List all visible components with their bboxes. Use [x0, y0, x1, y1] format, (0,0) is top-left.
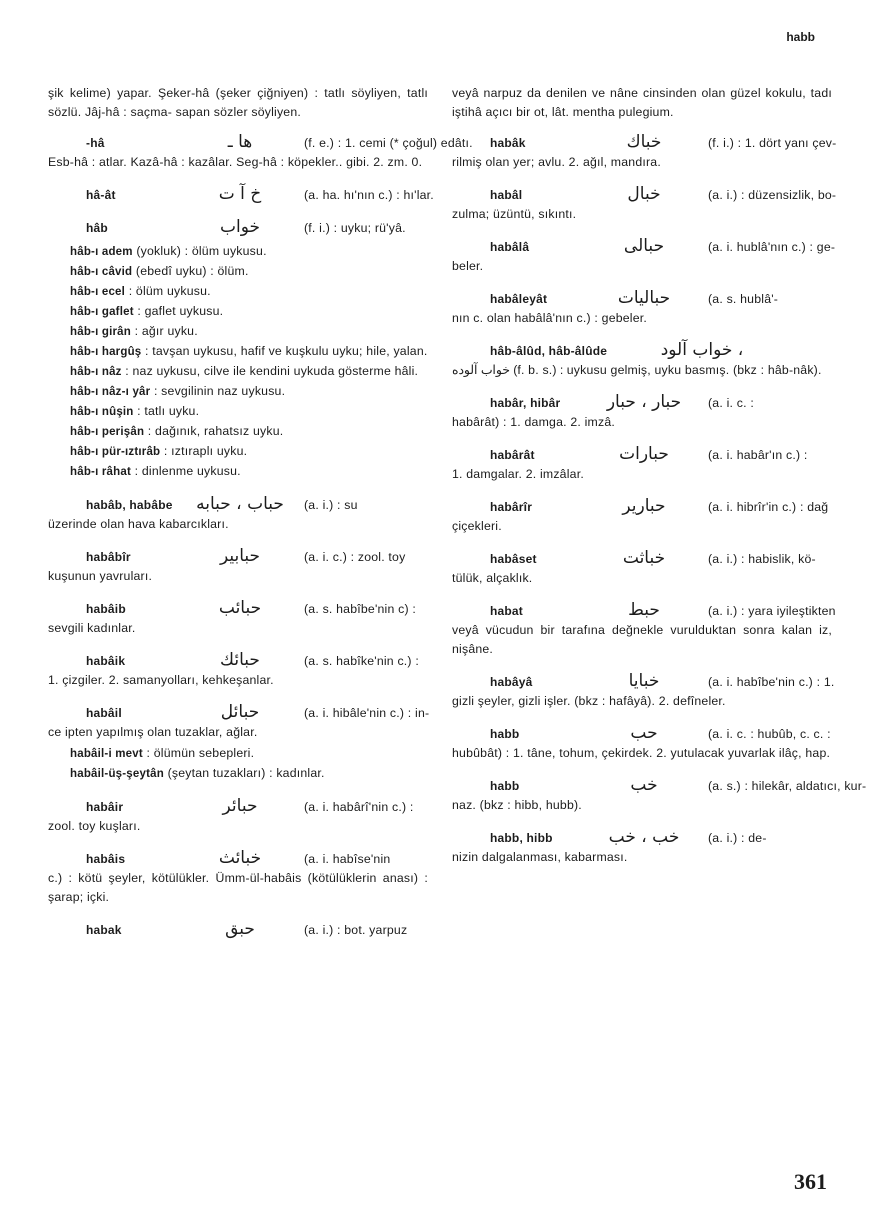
entry-habak [48, 920, 428, 940]
entry-continuation: nizin dalgalanması, kabarması. [452, 850, 628, 864]
entry-continuation: gizli şeyler, gizli işler. (bkz : hafâyâ). 2. defîneler. [452, 694, 726, 708]
entry-continuation: nın c. olan habâlâ'nın c.) : gebeler. [452, 311, 648, 325]
entry-definition: (a. i.) : yara iyileştikten [708, 604, 836, 618]
page-number: 361 [794, 1169, 827, 1194]
entry-habaset [452, 549, 832, 588]
entry-habar [452, 393, 832, 432]
entry-headword: habâset [490, 552, 537, 566]
subentry: hâb-ı nâz-ı yâr : sevgilinin naz uykusu. [70, 384, 286, 398]
entry-habb-2 [452, 775, 867, 815]
entry-continuation: 1. çizgiler. 2. samanyolları, kehkeşanlar. [48, 673, 274, 687]
entry-continuation: خواب آلوده (f. b. s.) : uykusu gelmiş, uyku basmış. (bkz : hâb-nâk). [452, 363, 822, 377]
entry-continuation: veyâ vücudun bir tarafına değnekle vurulduktan sonra kalan iz, nişâne. [452, 623, 832, 656]
entry-hab-alud [452, 341, 832, 380]
entry-definition: (a. i. c. : hubûb, c. c. : [708, 727, 831, 741]
entry-continuation: beler. [452, 259, 484, 273]
entry-definition: (a. ha. hı'nın c.) : hı'lar. [304, 188, 434, 202]
subentry: hâb-ı hargûş : tavşan uykusu, hafif ve kuşkulu uyku; hile, yalan. [70, 344, 428, 358]
entry-headword: habak [86, 923, 122, 937]
entry-definition: (a. i. habîse'nin [304, 852, 391, 866]
entry-arabic: حبائك [220, 650, 260, 670]
entry-habaik [48, 651, 428, 690]
subentry: hâb-ı ecel : ölüm uykusu. [70, 284, 211, 298]
entry-continuation: tülük, alçaklık. [452, 571, 533, 585]
entry-headword: habâlâ [490, 240, 530, 254]
subentry: hâb-ı râhat : dinlenme uykusu. [70, 464, 241, 478]
subentry: hâb-ı nûşin : tatlı uyku. [70, 404, 200, 418]
entry-habak-f [452, 132, 837, 172]
entry-habat [452, 600, 836, 659]
entry-habb-hibb [452, 828, 832, 867]
entry-headword: -hâ [86, 136, 105, 150]
hab-subentries [48, 242, 428, 482]
entry-headword: habâik [86, 654, 126, 668]
entry-arabic: حبائر [222, 796, 258, 816]
entry-arabic: حبابير [219, 546, 261, 566]
right-intro-text: veyâ narpuz da denilen ve nâne cinsinden olan güzel kokulu, tadı iştihâ açıcı bir ot, lât. mentha pulegium. [452, 86, 832, 119]
entry-habb-1 [452, 724, 832, 763]
entry-headword: habâis [86, 852, 126, 866]
left-intro-text: şik kelime) yapar. Şeker-hâ (şeker çiğniyen) : tatlı söyliyen, tatlı sözlü. Jâj-hâ : saçma- sapan sözler söyliyen. [48, 86, 428, 119]
entry-continuation: Esb-hâ : atlar. Kazâ-hâ : kazâlar. Seg-hâ : köpekler.. gibi. 2. zm. 0. [48, 155, 423, 169]
entry-definition: (a. i. hublâ'nın c.) : ge- [708, 240, 836, 254]
entry-arabic: خبائث [218, 848, 262, 868]
entry-continuation: sevgili kadınlar. [48, 621, 136, 635]
entry-arabic: حبارات [619, 444, 669, 464]
subentry: hâb-ı nâz : naz uykusu, cilve ile kendini uykuda gösterme hâli. [70, 364, 419, 378]
entry-definition: (a. i. hibrîr'in c.) : dağ [708, 500, 829, 514]
entry-continuation: 1. damgalar. 2. imzâlar. [452, 467, 584, 481]
subentry: hâb-ı câvid (ebedî uyku) : ölüm. [70, 264, 249, 278]
entry-arabic: حبار ، حبار [606, 392, 682, 412]
entry-arabic: خباك [626, 132, 662, 152]
entry-continuation: c.) : kötü şeyler, kötülükler. Ümm-ül-habâis (kötülüklerin anası) : şarap; içki. [48, 871, 428, 904]
entry-definition: (a. s. habîbe'nin c) : [304, 602, 417, 616]
right-column [452, 84, 867, 880]
entry-definition: (a. i. habîbe'nin c.) : 1. [708, 675, 835, 689]
entry-arabic: خ آ ت [218, 184, 262, 204]
entry-arabic: حباب ، حبابه [196, 494, 284, 514]
entry-habaya [452, 671, 835, 711]
entry-habaib [48, 599, 428, 638]
subentry: hâb-ı perişân : dağınık, rahatsız uyku. [70, 424, 284, 438]
entry-arabic: حبق [225, 919, 255, 939]
entry-arabic: حبالى [623, 236, 665, 256]
entry-headword: habâbîr [86, 550, 131, 564]
entry-continuation: üzerinde olan hava kabarcıkları. [48, 517, 229, 531]
subentry: hâb-ı adem (yokluk) : ölüm uykusu. [70, 244, 267, 258]
entry-continuation: habârât) : 1. damga. 2. imzâ. [452, 415, 616, 429]
subentry: habâil-üş-şeytân (şeytan tuzakları) : kadınlar. [70, 766, 325, 780]
entry-habarir [452, 497, 832, 536]
entry-headword: habb, hibb [490, 831, 553, 845]
entry-continuation: çiçekleri. [452, 519, 502, 533]
entry-arabic: حبارير [622, 496, 666, 516]
entry-continuation: zool. toy kuşları. [48, 819, 141, 833]
entry-arabic: خباثت [622, 548, 666, 568]
entry-habala [452, 236, 836, 276]
entry-hab [48, 218, 428, 238]
subentry: hâb-ı girân : ağır uyku. [70, 324, 198, 338]
entry-headword: habâib [86, 602, 126, 616]
entry-headword: habârîr [490, 500, 533, 514]
entry-arabic: حبائب [218, 598, 262, 618]
entry-headword: habâb, habâbe [86, 498, 173, 512]
subentry: hâb-ı gaflet : gaflet uykusu. [70, 304, 224, 318]
subentry: habâil-i mevt : ölümün sebepleri. [70, 746, 255, 760]
entry-headword: habâk [490, 136, 526, 150]
entry-habal [452, 184, 837, 224]
entry-arabic: حبط [628, 600, 660, 620]
entry-arabic: ، خواب آلود [660, 340, 744, 360]
entry-arabic: خبال [627, 184, 661, 204]
entry-habais [48, 849, 428, 907]
entry-definition: (a. i.) : bot. yarpuz [304, 923, 408, 937]
entry-habail [48, 703, 428, 742]
entry-arabic: خبايا [628, 671, 660, 691]
entry-definition: (f. e.) : 1. cemi (* çoğul) edâtı. [304, 136, 473, 150]
entry-habab [48, 495, 428, 534]
entry-headword: hâ-ât [86, 188, 116, 202]
entry-habair [48, 797, 428, 836]
entry-arabic: ها ـ [227, 132, 253, 152]
entry-definition: (a. s.) : hilekâr, aldatıcı, kur- [708, 779, 867, 793]
entry-arabic: خب [630, 775, 658, 795]
entry-headword: habâr, hibâr [490, 396, 561, 410]
entry-definition: (a. s. hublâ'- [708, 292, 779, 306]
entry-headword: hâb-âlûd, hâb-âlûde [490, 344, 608, 358]
entry-continuation: ce ipten yapılmış olan tuzaklar, ağlar. [48, 725, 258, 739]
entry-habaleyat [452, 289, 832, 328]
entry-headword: habâil [86, 706, 122, 720]
entry-definition: (a. i.) : de- [708, 831, 767, 845]
entry-haat [48, 184, 434, 205]
entry-headword: habat [490, 604, 524, 618]
entry-definition: (a. i. hibâle'nin c.) : in- [304, 706, 430, 720]
habail-subentries [48, 744, 428, 784]
entry-definition: (f. i.) : 1. dört yanı çev- [708, 136, 837, 150]
entry-headword: habb [490, 779, 520, 793]
entry-headword: habâl [490, 188, 523, 202]
entry-habarat [452, 445, 832, 484]
entry-hababir [48, 547, 428, 586]
entry-arabic: خب ، خب [608, 827, 680, 847]
entry-continuation: hubûbât) : 1. tâne, tohum, çekirdek. 2. yutulacak yuvarlak ilâç, hap. [452, 746, 831, 760]
entry-headword: hâb [86, 221, 108, 235]
entry-headword: habârât [490, 448, 535, 462]
entry-continuation: kuşunun yavruları. [48, 569, 153, 583]
entry-continuation: rilmiş olan yer; avlu. 2. ağıl, mandıra. [452, 155, 661, 169]
entry-headword: habâyâ [490, 675, 533, 689]
entry-headword: habâleyât [490, 292, 548, 306]
entry-definition: (a. i. habâr'ın c.) : [708, 448, 808, 462]
entry-definition: (a. i.) : habislik, kö- [708, 552, 816, 566]
entry-arabic: حباليات [617, 288, 671, 308]
entry-definition: (a. i. c. : [708, 396, 754, 410]
entry-continuation: naz. (bkz : hibb, hubb). [452, 798, 582, 812]
entry-definition: (a. i.) : su [304, 498, 358, 512]
entry-definition: (f. i.) : uyku; rü'yâ. [304, 221, 406, 235]
running-head: habb [786, 30, 815, 44]
entry-continuation: zulma; üzüntü, sıkıntı. [452, 207, 577, 221]
entry-definition: (a. i. c.) : zool. toy [304, 550, 406, 564]
entry-ha [48, 132, 473, 172]
entry-arabic: حب [630, 723, 658, 743]
entry-headword: habâir [86, 800, 124, 814]
entry-arabic: حبائل [220, 702, 260, 722]
entry-definition: (a. s. habîke'nin c.) : [304, 654, 419, 668]
entry-headword: habb [490, 727, 520, 741]
entry-definition: (a. i.) : düzensizlik, bo- [708, 188, 837, 202]
entry-arabic: خواب [219, 217, 261, 237]
subentry: hâb-ı pür-ıztırâb : ıztıraplı uyku. [70, 444, 248, 458]
entry-definition: (a. i. habârî'nin c.) : [304, 800, 414, 814]
